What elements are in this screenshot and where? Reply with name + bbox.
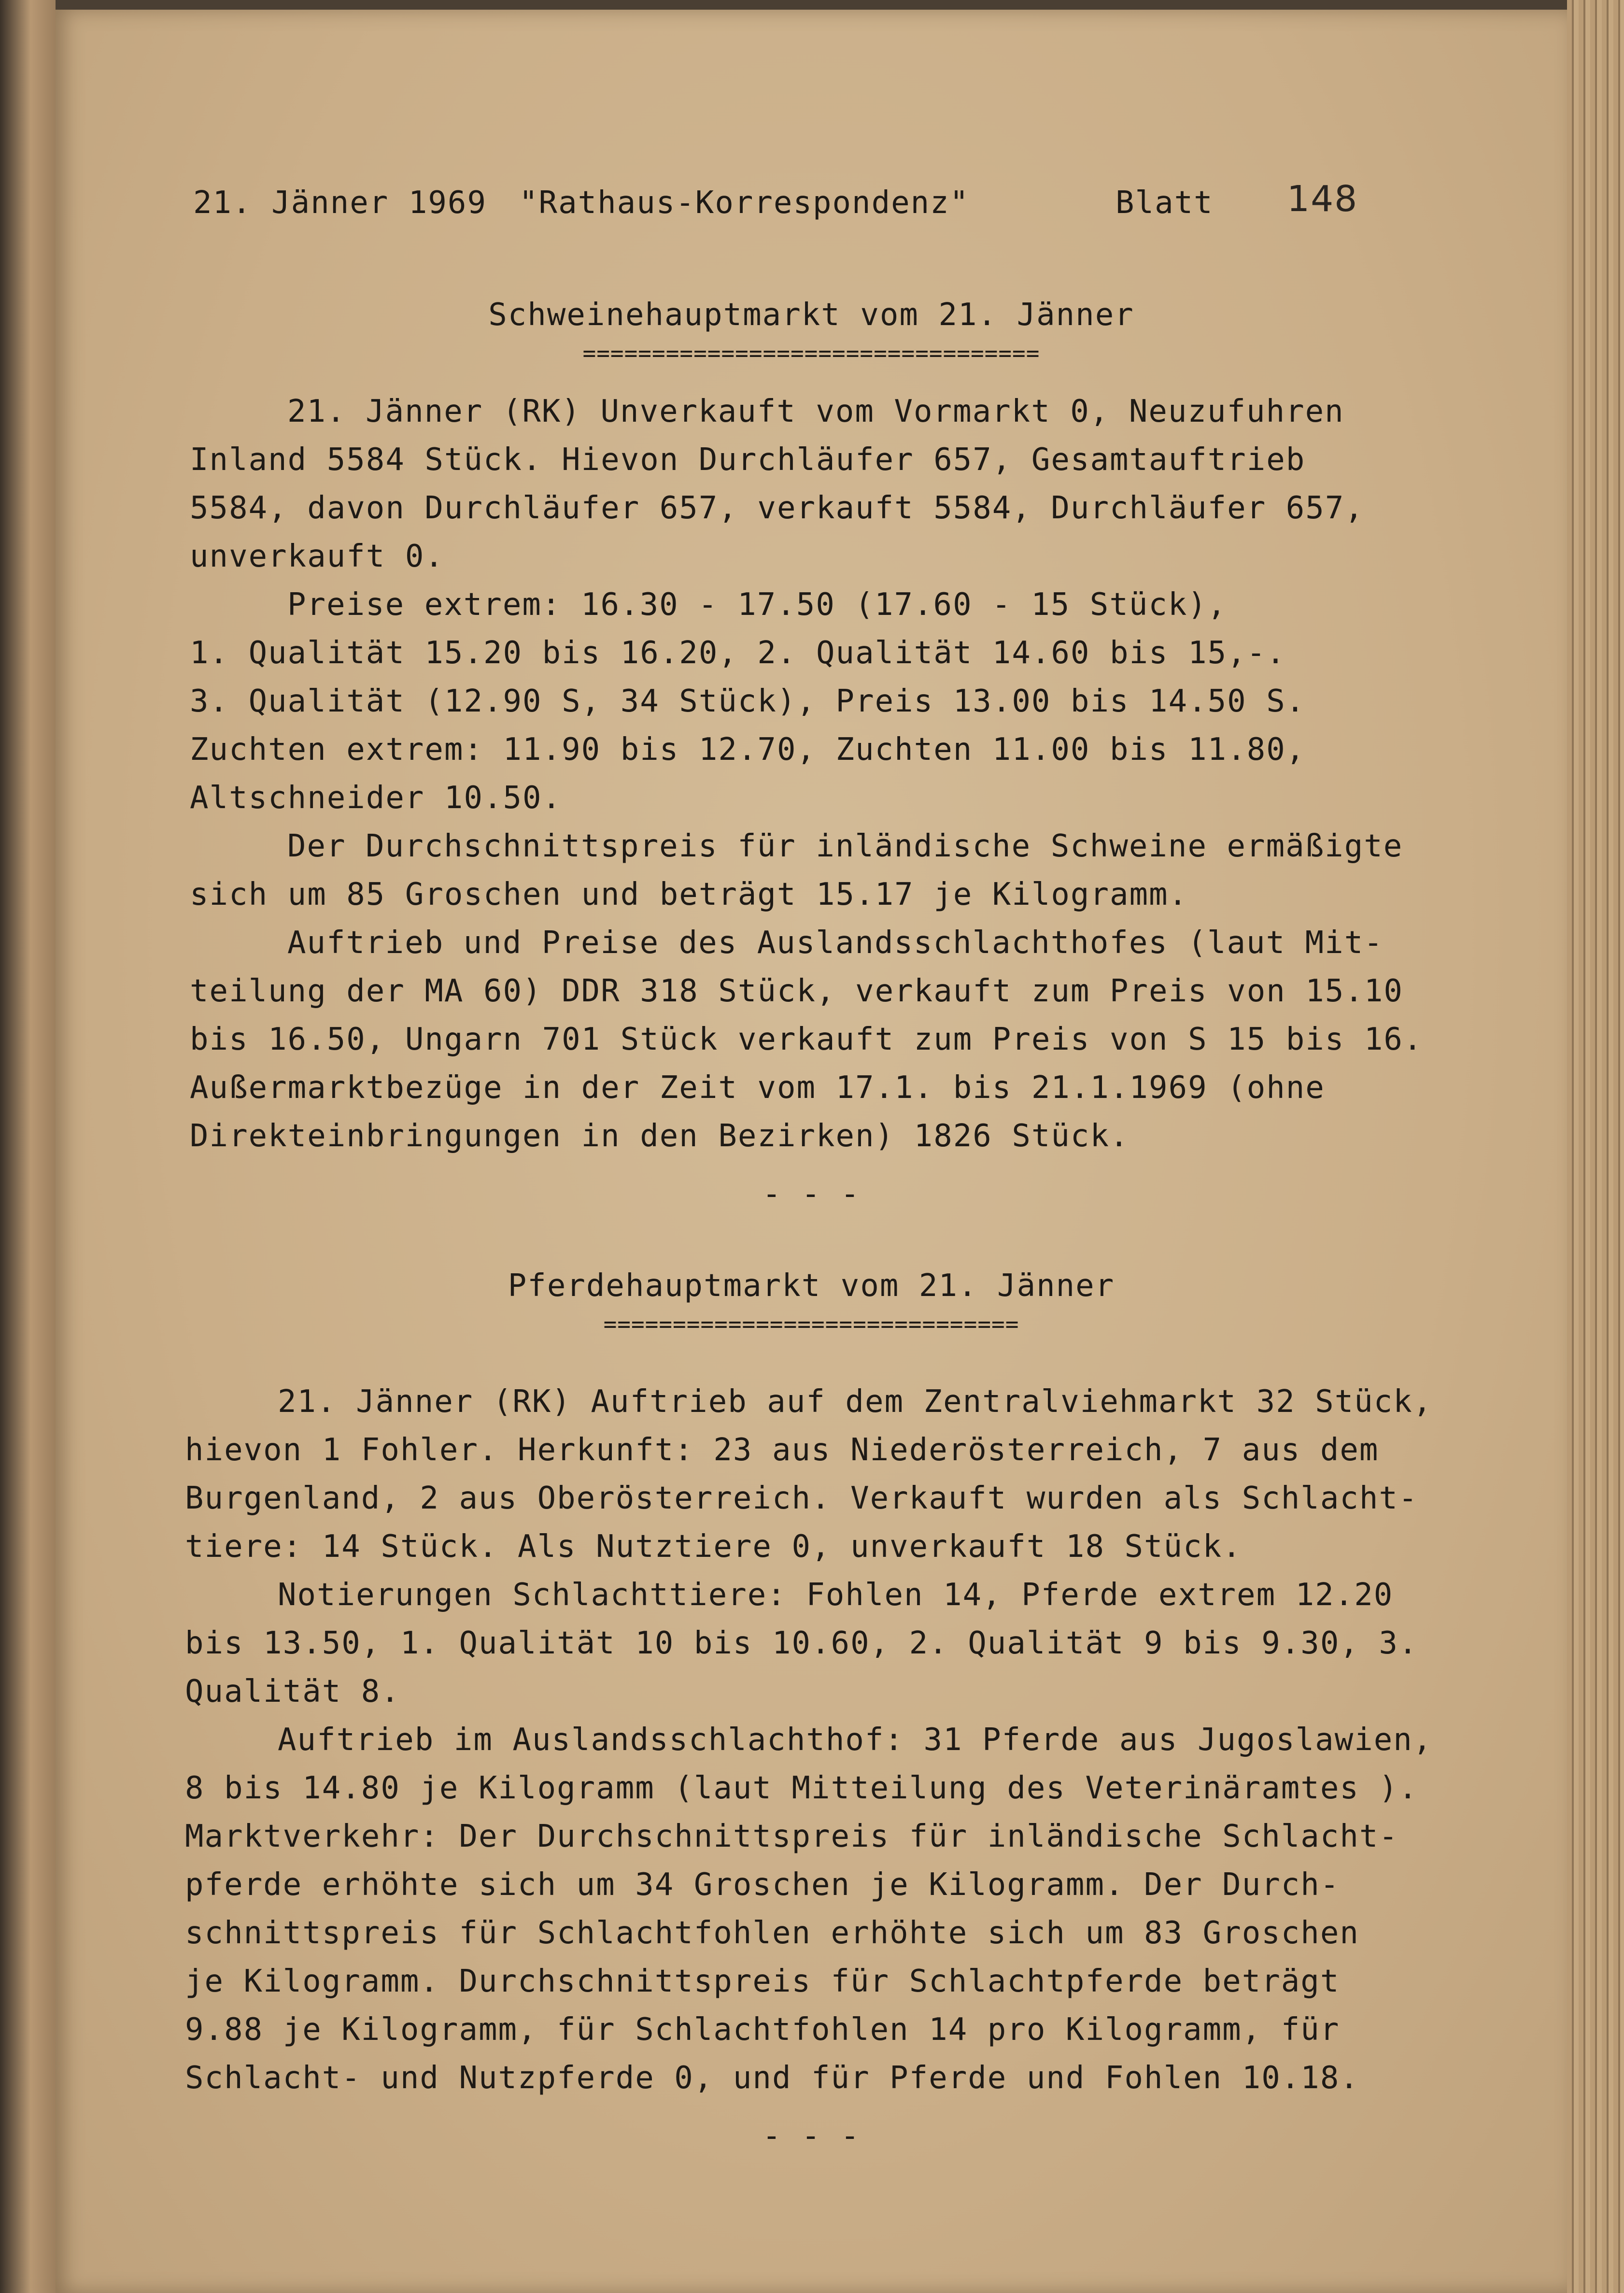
section2-line: je Kilogramm. Durchschnittspreis für Schlachtpferde beträgt bbox=[185, 1964, 1340, 1999]
section2-line: Qualität 8. bbox=[185, 1674, 400, 1709]
section1-line: Auftrieb und Preise des Auslandsschlachthofes (laut Mit- bbox=[287, 925, 1384, 961]
adjacent-page-edge bbox=[0, 0, 56, 2293]
section1-line: Preise extrem: 16.30 - 17.50 (17.60 - 15 Stück), bbox=[287, 587, 1227, 623]
document-page bbox=[56, 10, 1567, 2293]
section2-line: 9.88 je Kilogramm, für Schlachtfohlen 14 pro Kilogramm, für bbox=[185, 2012, 1340, 2048]
section1-line: Direkteinbringungen in den Bezirken) 1826 Stück. bbox=[190, 1118, 1130, 1154]
section1-line: Altschneider 10.50. bbox=[190, 780, 562, 816]
section2-separator: - - - bbox=[762, 2118, 861, 2154]
section2-underline: ============================== bbox=[603, 1311, 1019, 1337]
section1-line: bis 16.50, Ungarn 701 Stück verkauft zum Preis von S 15 bis 16. bbox=[190, 1022, 1423, 1057]
section1-line: 1. Qualität 15.20 bis 16.20, 2. Qualität 14.60 bis 15,-. bbox=[190, 635, 1286, 671]
section1-line: 3. Qualität (12.90 S, 34 Stück), Preis 13.00 bis 14.50 S. bbox=[190, 684, 1306, 719]
section1-line: Zuchten extrem: 11.90 bis 12.70, Zuchten 11.00 bis 11.80, bbox=[190, 732, 1306, 768]
section2-line: tiere: 14 Stück. Als Nutztiere 0, unverkauft 18 Stück. bbox=[185, 1529, 1242, 1565]
section1-line: Der Durchschnittspreis für inländische Schweine ermäßigte bbox=[287, 828, 1403, 864]
section1-title: Schweinehauptmarkt vom 21. Jänner bbox=[488, 297, 1134, 333]
section2-line: Burgenland, 2 aus Oberösterreich. Verkauft wurden als Schlacht- bbox=[185, 1481, 1418, 1516]
section1-line: 5584, davon Durchläufer 657, verkauft 5584, Durchläufer 657, bbox=[190, 490, 1364, 526]
section2-line: 8 bis 14.80 je Kilogramm (laut Mitteilung des Veterinäramtes ). bbox=[185, 1770, 1418, 1806]
header-publication: "Rathaus-Korrespondenz" bbox=[519, 185, 970, 221]
section2-line: hievon 1 Fohler. Herkunft: 23 aus Niederösterreich, 7 aus dem bbox=[185, 1432, 1379, 1468]
page-stack-edge bbox=[1567, 0, 1624, 2293]
section1-line: unverkauft 0. bbox=[190, 539, 444, 574]
section2-line: Marktverkehr: Der Durchschnittspreis für inländische Schlacht- bbox=[185, 1819, 1398, 1854]
section1-line: sich um 85 Groschen und beträgt 15.17 je Kilogramm. bbox=[190, 877, 1188, 912]
section1-line: Außermarktbezüge in der Zeit vom 17.1. bis 21.1.1969 (ohne bbox=[190, 1070, 1325, 1106]
section2-line: Notierungen Schlachttiere: Fohlen 14, Pferde extrem 12.20 bbox=[278, 1577, 1394, 1613]
section1-line: teilung der MA 60) DDR 318 Stück, verkauft zum Preis von 15.10 bbox=[190, 973, 1403, 1009]
section1-line: 21. Jänner (RK) Unverkauft vom Vormarkt 0, Neuzufuhren bbox=[287, 394, 1344, 429]
section2-line: pferde erhöhte sich um 34 Groschen je Kilogramm. Der Durch- bbox=[185, 1867, 1340, 1903]
section2-line: schnittspreis für Schlachtfohlen erhöhte sich um 83 Groschen bbox=[185, 1915, 1359, 1951]
section2-line: 21. Jänner (RK) Auftrieb auf dem Zentralviehmarkt 32 Stück, bbox=[278, 1384, 1433, 1420]
header-page-number: 148 bbox=[1287, 178, 1358, 220]
header-date: 21. Jänner 1969 bbox=[193, 185, 487, 221]
section1-line: Inland 5584 Stück. Hievon Durchläufer 657, Gesamtauftrieb bbox=[190, 442, 1306, 478]
section1-underline: ================================= bbox=[582, 340, 1040, 366]
section2-line: bis 13.50, 1. Qualität 10 bis 10.60, 2. Qualität 9 bis 9.30, 3. bbox=[185, 1625, 1418, 1661]
section1-separator: - - - bbox=[762, 1176, 861, 1212]
section2-line: Schlacht- und Nutzpferde 0, und für Pferde und Fohlen 10.18. bbox=[185, 2060, 1359, 2096]
section2-line: Auftrieb im Auslandsschlachthof: 31 Pferde aus Jugoslawien, bbox=[278, 1722, 1433, 1758]
header-blatt-label: Blatt bbox=[1116, 185, 1214, 221]
section2-title: Pferdehauptmarkt vom 21. Jänner bbox=[508, 1268, 1115, 1304]
